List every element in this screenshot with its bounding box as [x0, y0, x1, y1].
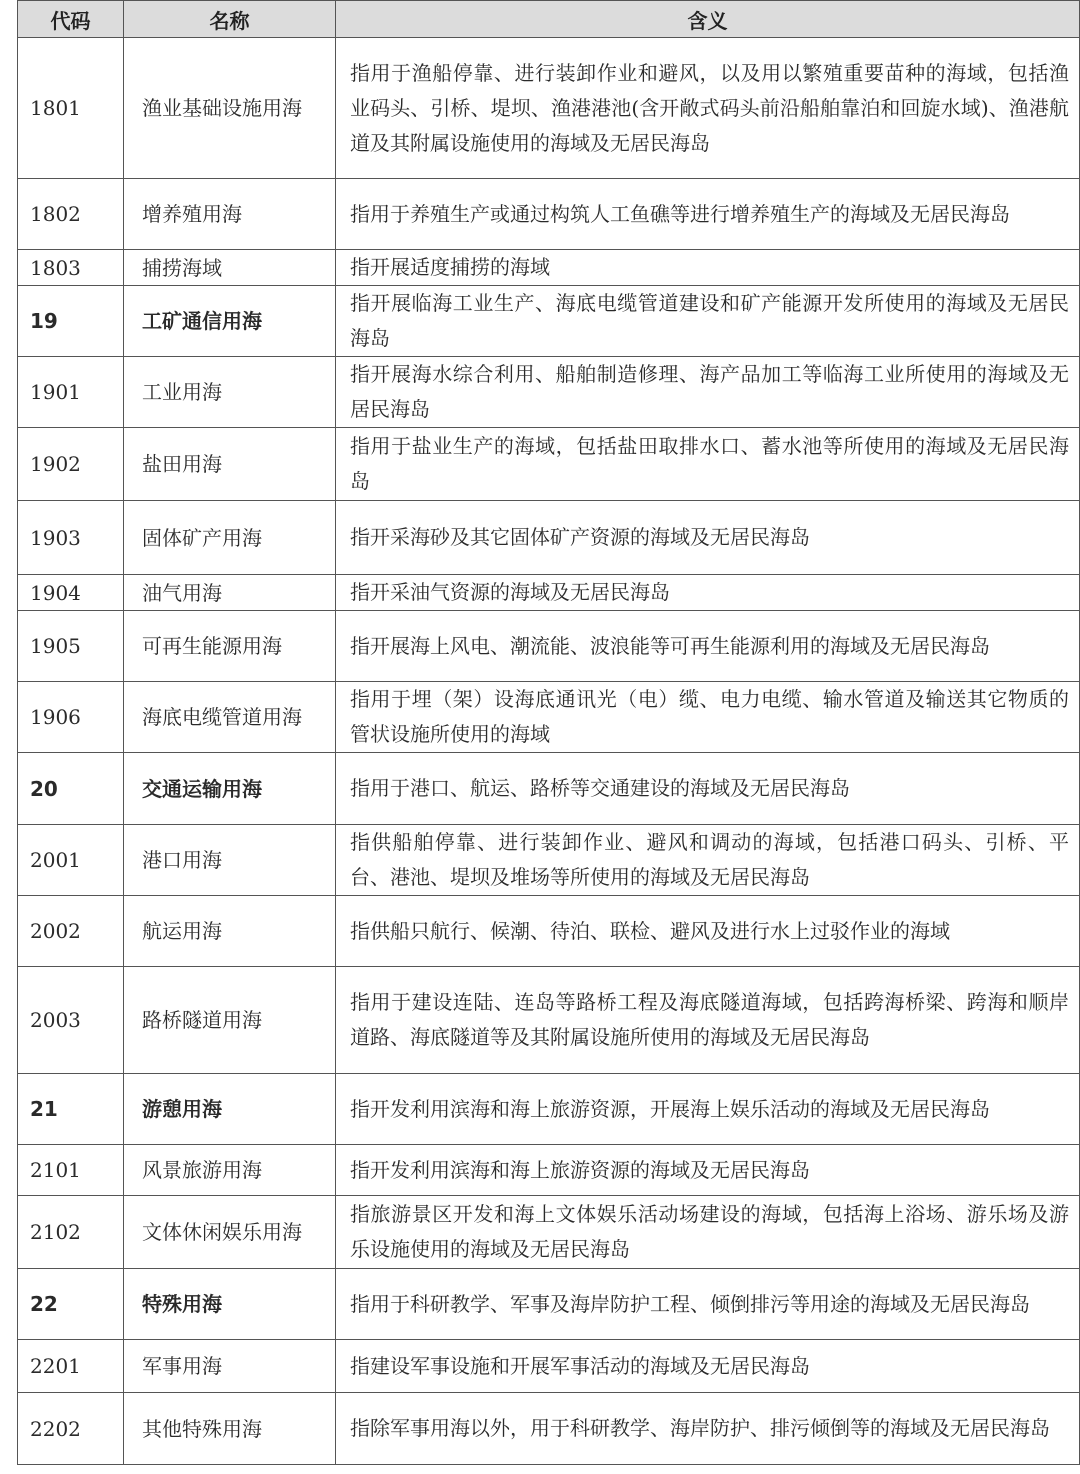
row-name: 文体休闲娱乐用海	[124, 1196, 336, 1269]
row-code: 21	[18, 1074, 124, 1145]
row-definition: 指开展临海工业生产、海底电缆管道建设和矿产能源开发所使用的海域及无居民海岛	[336, 286, 1080, 357]
row-name: 其他特殊用海	[124, 1393, 336, 1465]
category-row	[18, 286, 1080, 357]
row-definition: 指开发利用滨海和海上旅游资源的海域及无居民海岛	[336, 1145, 1080, 1196]
row-name: 游憩用海	[124, 1074, 336, 1145]
table-row	[18, 250, 1080, 286]
sea-use-classification-table	[17, 0, 1080, 1465]
row-code: 1905	[18, 611, 124, 682]
row-code: 1903	[18, 501, 124, 575]
row-code: 2201	[18, 1340, 124, 1393]
row-definition: 指用于埋（架）设海底通讯光（电）缆、电力电缆、输水管道及输送其它物质的管状设施所使用的海域	[336, 682, 1080, 753]
row-code: 1802	[18, 179, 124, 250]
header-name: 名称	[124, 1, 336, 38]
table-row	[18, 825, 1080, 896]
header-definition: 含义	[336, 1, 1080, 38]
row-code: 2202	[18, 1393, 124, 1465]
table-row	[18, 357, 1080, 428]
row-definition: 指供船舶停靠、进行装卸作业、避风和调动的海域，包括港口码头、引桥、平台、港池、堤坝及堆场等所使用的海域及无居民海岛	[336, 825, 1080, 896]
row-code: 2101	[18, 1145, 124, 1196]
table-row	[18, 428, 1080, 501]
row-name: 油气用海	[124, 575, 336, 611]
row-definition: 指开采海砂及其它固体矿产资源的海域及无居民海岛	[336, 501, 1080, 575]
row-name: 港口用海	[124, 825, 336, 896]
row-definition: 指用于养殖生产或通过构筑人工鱼礁等进行增养殖生产的海域及无居民海岛	[336, 179, 1080, 250]
table-row	[18, 896, 1080, 967]
row-name: 军事用海	[124, 1340, 336, 1393]
table-row	[18, 1393, 1080, 1465]
row-name: 可再生能源用海	[124, 611, 336, 682]
row-definition: 指用于建设连陆、连岛等路桥工程及海底隧道海域，包括跨海桥梁、跨海和顺岸道路、海底隧道等及其附属设施所使用的海域及无居民海岛	[336, 967, 1080, 1074]
row-definition: 指用于渔船停靠、进行装卸作业和避风，以及用以繁殖重要苗种的海域，包括渔业码头、引桥、堤坝、渔港港池(含开敞式码头前沿船舶靠泊和回旋水域)、渔港航道及其附属设施使用的海域及无居民海岛	[336, 38, 1080, 179]
row-definition: 指用于港口、航运、路桥等交通建设的海域及无居民海岛	[336, 753, 1080, 825]
category-row	[18, 753, 1080, 825]
row-definition: 指开展适度捕捞的海域	[336, 250, 1080, 286]
table-row	[18, 501, 1080, 575]
row-code: 20	[18, 753, 124, 825]
row-code: 2001	[18, 825, 124, 896]
row-definition: 指旅游景区开发和海上文体娱乐活动场建设的海域，包括海上浴场、游乐场及游乐设施使用的海域及无居民海岛	[336, 1196, 1080, 1269]
row-name: 捕捞海域	[124, 250, 336, 286]
row-name: 海底电缆管道用海	[124, 682, 336, 753]
category-row	[18, 1074, 1080, 1145]
row-definition: 指供船只航行、候潮、待泊、联检、避风及进行水上过驳作业的海域	[336, 896, 1080, 967]
table-row	[18, 1340, 1080, 1393]
row-code: 22	[18, 1269, 124, 1340]
row-code: 2002	[18, 896, 124, 967]
table-row	[18, 38, 1080, 179]
row-name: 航运用海	[124, 896, 336, 967]
row-name: 风景旅游用海	[124, 1145, 336, 1196]
row-code: 1906	[18, 682, 124, 753]
row-code: 1904	[18, 575, 124, 611]
row-definition: 指开采油气资源的海域及无居民海岛	[336, 575, 1080, 611]
table-row	[18, 179, 1080, 250]
category-row	[18, 1269, 1080, 1340]
row-code: 19	[18, 286, 124, 357]
row-code: 2102	[18, 1196, 124, 1269]
row-definition: 指用于盐业生产的海域，包括盐田取排水口、蓄水池等所使用的海域及无居民海岛	[336, 428, 1080, 501]
row-definition: 指建设军事设施和开展军事活动的海域及无居民海岛	[336, 1340, 1080, 1393]
table-row	[18, 575, 1080, 611]
table-row	[18, 1145, 1080, 1196]
row-name: 增养殖用海	[124, 179, 336, 250]
table-row	[18, 682, 1080, 753]
header-row	[18, 1, 1080, 38]
row-name: 交通运输用海	[124, 753, 336, 825]
row-name: 渔业基础设施用海	[124, 38, 336, 179]
row-code: 2003	[18, 967, 124, 1074]
row-code: 1803	[18, 250, 124, 286]
row-definition: 指开展海上风电、潮流能、波浪能等可再生能源利用的海域及无居民海岛	[336, 611, 1080, 682]
row-code: 1801	[18, 38, 124, 179]
header-code: 代码	[18, 1, 124, 38]
row-definition: 指开展海水综合利用、船舶制造修理、海产品加工等临海工业所使用的海域及无居民海岛	[336, 357, 1080, 428]
table-row	[18, 1196, 1080, 1269]
table-row	[18, 967, 1080, 1074]
row-definition: 指用于科研教学、军事及海岸防护工程、倾倒排污等用途的海域及无居民海岛	[336, 1269, 1080, 1340]
row-code: 1902	[18, 428, 124, 501]
row-definition: 指除军事用海以外，用于科研教学、海岸防护、排污倾倒等的海域及无居民海岛	[336, 1393, 1080, 1465]
row-name: 特殊用海	[124, 1269, 336, 1340]
row-code: 1901	[18, 357, 124, 428]
row-name: 工矿通信用海	[124, 286, 336, 357]
row-name: 盐田用海	[124, 428, 336, 501]
table-row	[18, 611, 1080, 682]
row-name: 工业用海	[124, 357, 336, 428]
row-name: 固体矿产用海	[124, 501, 336, 575]
row-name: 路桥隧道用海	[124, 967, 336, 1074]
row-definition: 指开发利用滨海和海上旅游资源，开展海上娱乐活动的海域及无居民海岛	[336, 1074, 1080, 1145]
